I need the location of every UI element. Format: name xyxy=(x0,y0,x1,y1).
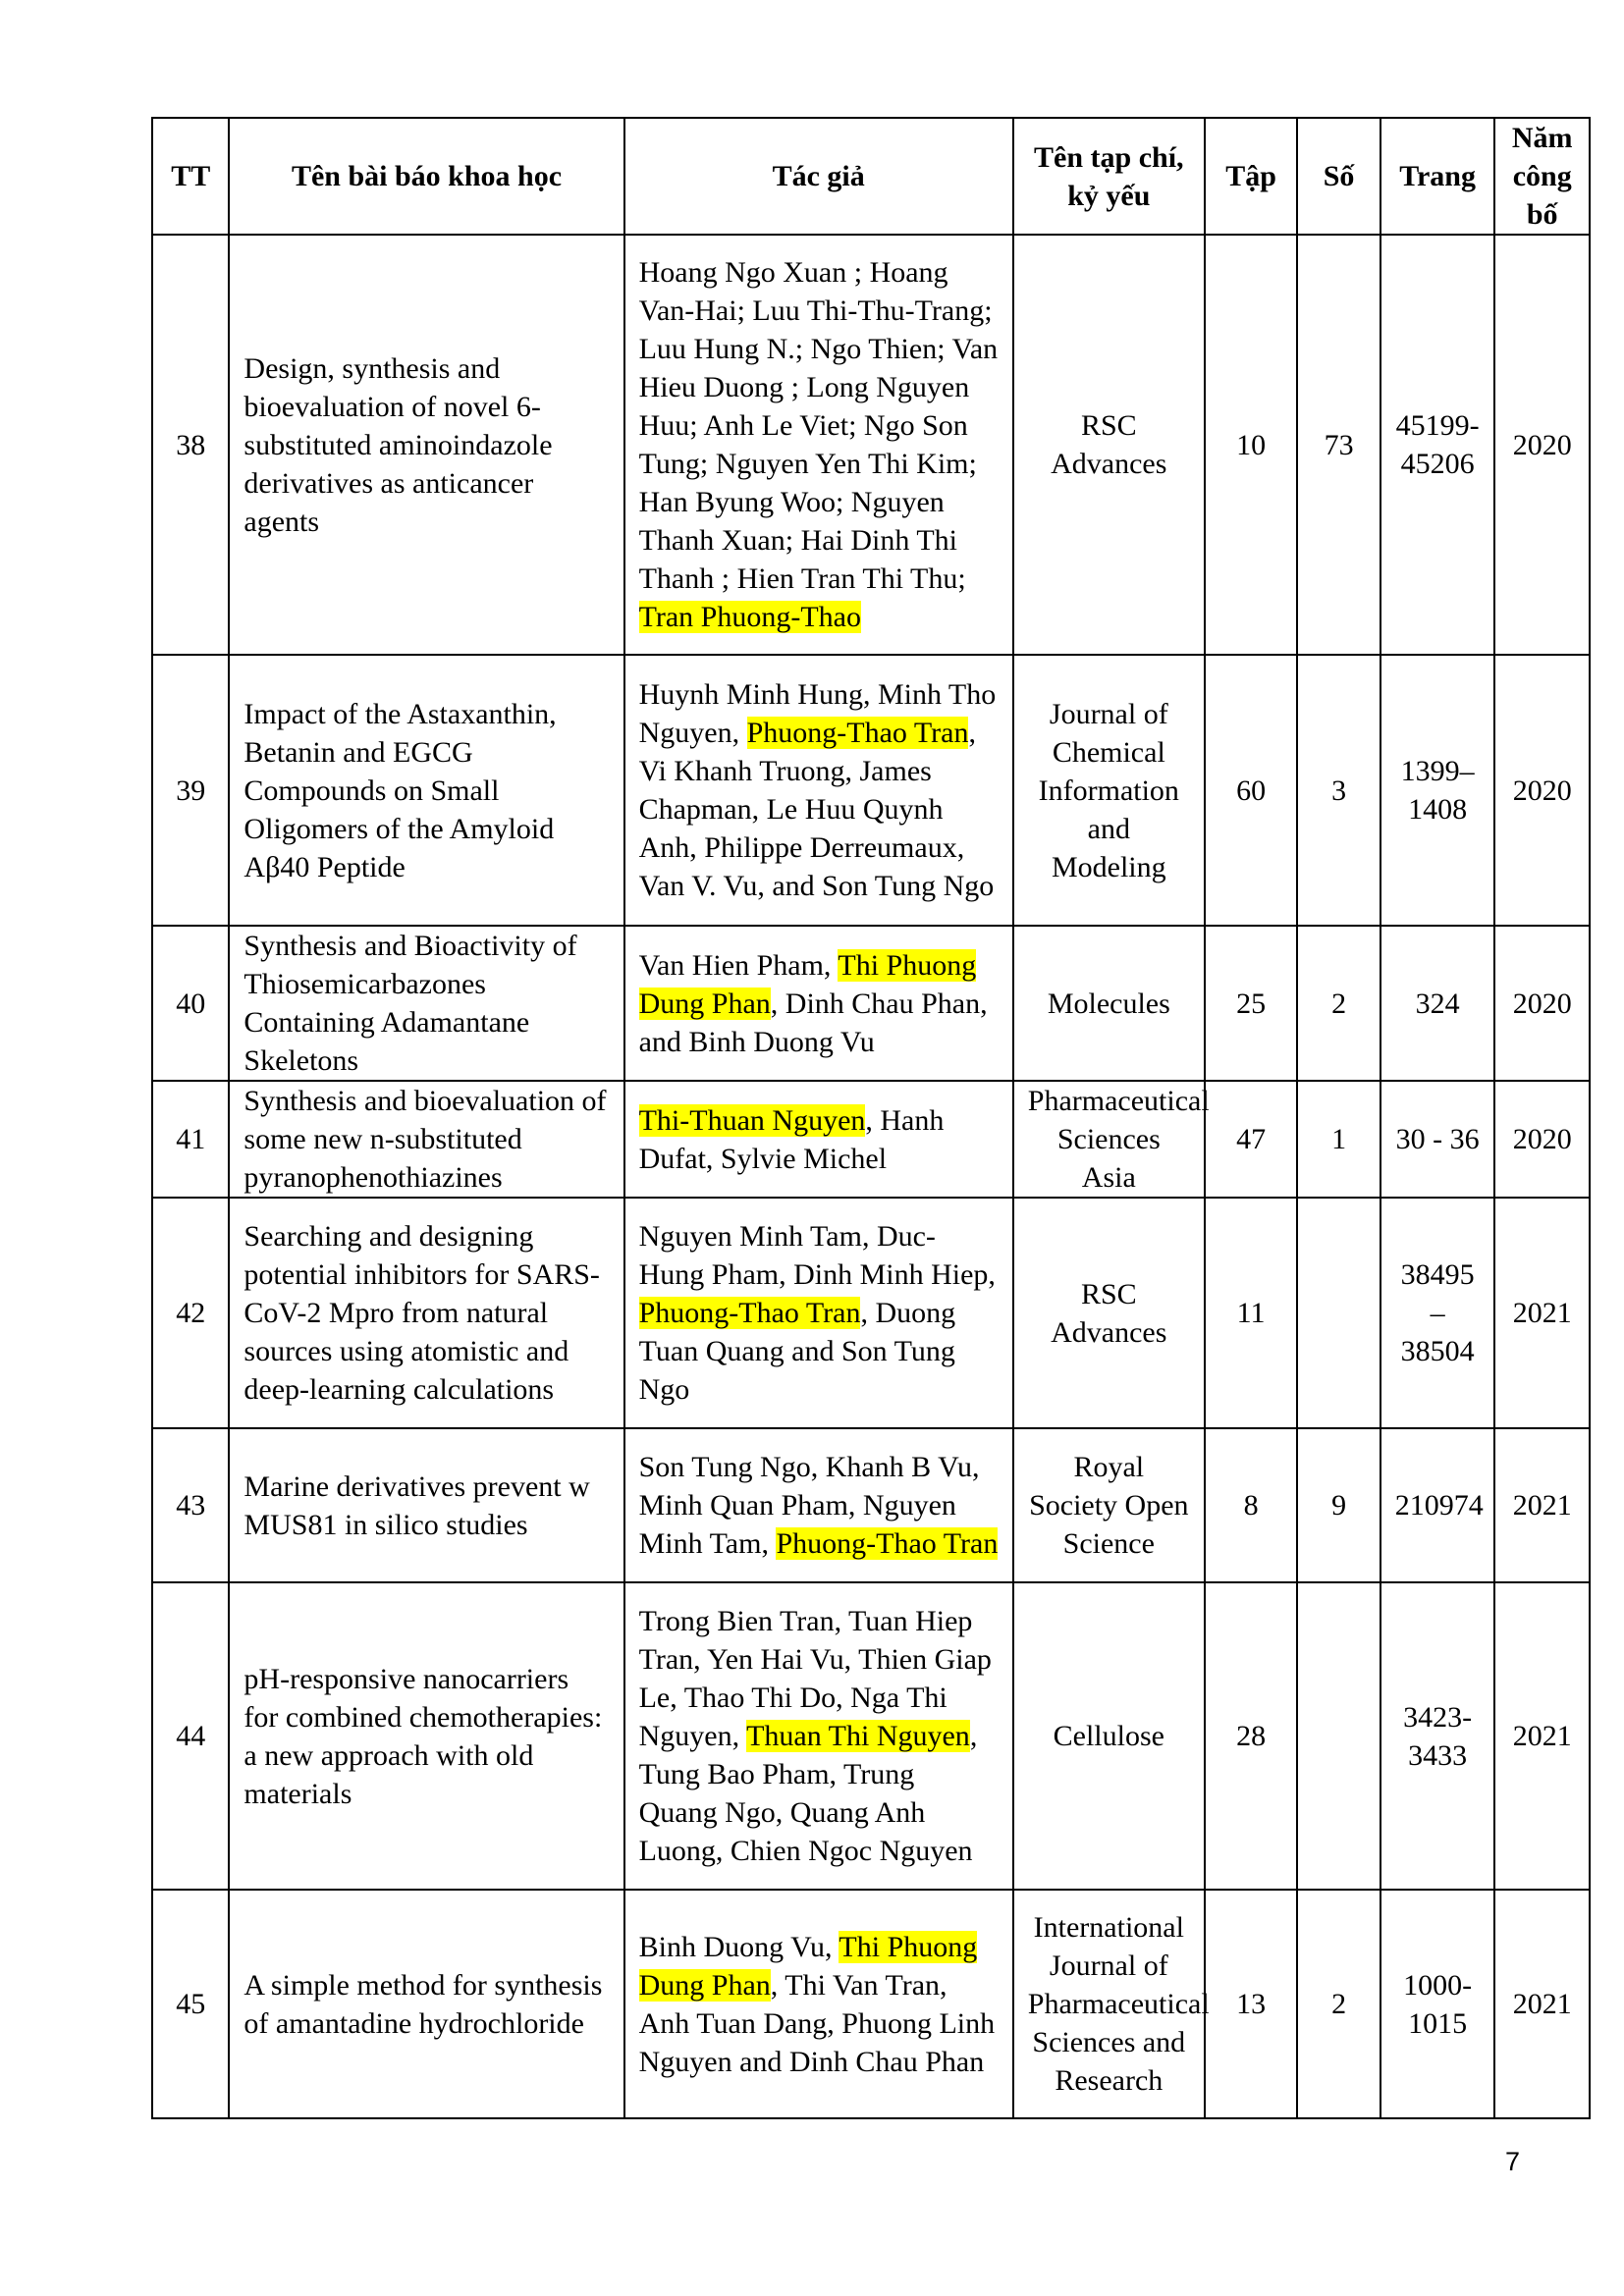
cell-issue: 3 xyxy=(1297,655,1380,926)
cell-volume: 25 xyxy=(1205,926,1298,1081)
table-row xyxy=(152,1081,1590,1198)
highlighted-author: Thi-Thuan Nguyen xyxy=(638,1103,866,1137)
author-text: Huynh Minh Hung, Minh Tho Nguyen, xyxy=(638,678,997,749)
author-text: , Dinh Chau Phan, and Binh Duong Vu xyxy=(638,987,988,1058)
cell-year: 2021 xyxy=(1494,1198,1590,1428)
cell-title: Searching and designing potential inhibitors for SARS-CoV-2 Mpro from natural sources using atomistic and deep-learning calculations xyxy=(229,1198,623,1428)
cell-pages: 38495 – 38504 xyxy=(1380,1198,1495,1428)
header-volume: Tập xyxy=(1205,118,1298,235)
table-row xyxy=(152,1890,1590,2118)
cell-authors xyxy=(624,1890,1013,2118)
cell-tt: 42 xyxy=(152,1198,229,1428)
cell-journal: Pharmaceutical Sciences Asia xyxy=(1013,1081,1205,1198)
publications-table xyxy=(151,117,1591,2119)
cell-title: Synthesis and bioevaluation of some new n-substituted pyranophenothiazines xyxy=(229,1081,623,1198)
cell-title: Synthesis and Bioactivity of Thiosemicarbazones Containing Adamantane Skeletons xyxy=(229,926,623,1081)
highlighted-author: Thuan Thi Nguyen xyxy=(746,1720,970,1752)
cell-issue: 2 xyxy=(1297,926,1380,1081)
header-year: Năm công bố xyxy=(1494,118,1590,235)
cell-pages: 3423-3433 xyxy=(1380,1582,1495,1890)
author-text: Son Tung Ngo, Khanh B Vu, Minh Quan Pham, Nguyen Minh Tam, xyxy=(638,1451,980,1560)
cell-authors xyxy=(624,655,1013,926)
cell-authors xyxy=(624,1081,1013,1198)
highlighted-author: Phuong-Thao Tran xyxy=(746,717,969,749)
table-row xyxy=(152,1428,1590,1582)
cell-tt: 38 xyxy=(152,235,229,655)
cell-tt: 40 xyxy=(152,926,229,1081)
cell-issue: 9 xyxy=(1297,1428,1380,1582)
table-row xyxy=(152,235,1590,655)
author-text: Hoang Ngo Xuan ; Hoang Van-Hai; Luu Thi-Thu-Trang; Luu Hung N.; Ngo Thien; Van Hieu Duong ; Long Nguyen Huu; Anh Le Viet; Ngo Son Tung; Nguyen Yen Thi Kim; Han Byung Woo; Nguyen Thanh Xuan; Hai Dinh Thi Thanh ; Hien Tran Thi Thu; xyxy=(638,256,999,595)
author-text: , Vi Khanh Truong, James Chapman, Le Huu Quynh Anh, Philippe Derreumaux, Van V. Vu, and Son Tung Ngo xyxy=(638,717,995,902)
cell-volume: 8 xyxy=(1205,1428,1298,1582)
cell-issue: 73 xyxy=(1297,235,1380,655)
cell-issue xyxy=(1297,1198,1380,1428)
highlighted-author: Tran Phuong-Thao xyxy=(638,601,862,633)
cell-volume: 10 xyxy=(1205,235,1298,655)
cell-year: 2021 xyxy=(1494,1428,1590,1582)
author-text: Van Hien Pham, xyxy=(638,948,839,982)
cell-pages: 324 xyxy=(1380,926,1495,1081)
cell-journal: International Journal of Pharmaceutical Sciences and Research xyxy=(1013,1890,1205,2118)
highlighted-author: Thi Phuong Dung Phan xyxy=(638,948,977,1020)
cell-title: Design, synthesis and bioevaluation of novel 6-substituted aminoindazole derivatives as anticancer agents xyxy=(229,235,623,655)
cell-authors xyxy=(624,1428,1013,1582)
cell-issue xyxy=(1297,1582,1380,1890)
author-text: , Hanh Dufat, Sylvie Michel xyxy=(638,1103,945,1175)
cell-tt: 44 xyxy=(152,1582,229,1890)
cell-year: 2020 xyxy=(1494,926,1590,1081)
cell-year: 2021 xyxy=(1494,1890,1590,2118)
cell-pages: 1000-1015 xyxy=(1380,1890,1495,2118)
header-title: Tên bài báo khoa học xyxy=(229,118,623,235)
cell-title: Impact of the Astaxanthin, Betanin and EGCG Compounds on Small Oligomers of the Amyloid Aβ40 Peptide xyxy=(229,655,623,926)
cell-volume: 11 xyxy=(1205,1198,1298,1428)
cell-tt: 43 xyxy=(152,1428,229,1582)
cell-issue: 1 xyxy=(1297,1081,1380,1198)
cell-tt: 45 xyxy=(152,1890,229,2118)
cell-authors xyxy=(624,235,1013,655)
cell-year: 2020 xyxy=(1494,1081,1590,1198)
highlighted-author: Thi Phuong Dung Phan xyxy=(638,1930,978,2002)
cell-issue: 2 xyxy=(1297,1890,1380,2118)
cell-journal: RSC Advances xyxy=(1013,1198,1205,1428)
cell-authors xyxy=(624,1198,1013,1428)
page-number: 7 xyxy=(1504,2147,1520,2176)
table-row xyxy=(152,1582,1590,1890)
cell-pages: 45199-45206 xyxy=(1380,235,1495,655)
table-row xyxy=(152,655,1590,926)
cell-year: 2020 xyxy=(1494,235,1590,655)
author-text: Binh Duong Vu, xyxy=(638,1930,839,1963)
author-text: , Tung Bao Pham, Trung Quang Ngo, Quang Anh Luong, Chien Ngoc Nguyen xyxy=(638,1720,978,1867)
header-journal: Tên tạp chí, kỷ yếu xyxy=(1013,118,1205,235)
cell-volume: 60 xyxy=(1205,655,1298,926)
cell-volume: 47 xyxy=(1205,1081,1298,1198)
cell-journal: Journal of Chemical Information and Modeling xyxy=(1013,655,1205,926)
cell-year: 2020 xyxy=(1494,655,1590,926)
header-row xyxy=(152,118,1590,235)
cell-authors xyxy=(624,1582,1013,1890)
highlighted-author: Phuong-Thao Tran xyxy=(638,1297,861,1329)
author-text: , Duong Tuan Quang and Son Tung Ngo xyxy=(638,1297,956,1406)
cell-volume: 28 xyxy=(1205,1582,1298,1890)
table-row xyxy=(152,1198,1590,1428)
cell-title: pH-responsive nanocarriers for combined chemotherapies: a new approach with old materials xyxy=(229,1582,623,1890)
cell-pages: 30 - 36 xyxy=(1380,1081,1495,1198)
cell-tt: 39 xyxy=(152,655,229,926)
cell-pages: 210974 xyxy=(1380,1428,1495,1582)
cell-journal: Molecules xyxy=(1013,926,1205,1081)
cell-journal: RSC Advances xyxy=(1013,235,1205,655)
table-row xyxy=(152,926,1590,1081)
highlighted-author: Phuong-Thao Tran xyxy=(776,1527,999,1560)
cell-pages: 1399–1408 xyxy=(1380,655,1495,926)
header-tt: TT xyxy=(152,118,229,235)
author-text: Trong Bien Tran, Tuan Hiep Tran, Yen Hai Vu, Thien Giap Le, Thao Thi Do, Nga Thi Nguyen, xyxy=(638,1605,992,1752)
header-pages: Trang xyxy=(1380,118,1495,235)
header-authors: Tác giả xyxy=(624,118,1013,235)
cell-title: Marine derivatives prevent w MUS81 in silico studies xyxy=(229,1428,623,1582)
cell-title: A simple method for synthesis of amantadine hydrochloride xyxy=(229,1890,623,2118)
cell-volume: 13 xyxy=(1205,1890,1298,2118)
cell-authors xyxy=(624,926,1013,1081)
cell-tt: 41 xyxy=(152,1081,229,1198)
author-text: , Thi Van Tran, Anh Tuan Dang, Phuong Linh Nguyen and Dinh Chau Phan xyxy=(638,1968,996,2078)
author-text: Nguyen Minh Tam, Duc-Hung Pham, Dinh Minh Hiep, xyxy=(638,1220,996,1291)
cell-journal: Royal Society Open Science xyxy=(1013,1428,1205,1582)
cell-journal: Cellulose xyxy=(1013,1582,1205,1890)
cell-year: 2021 xyxy=(1494,1582,1590,1890)
header-issue: Số xyxy=(1297,118,1380,235)
